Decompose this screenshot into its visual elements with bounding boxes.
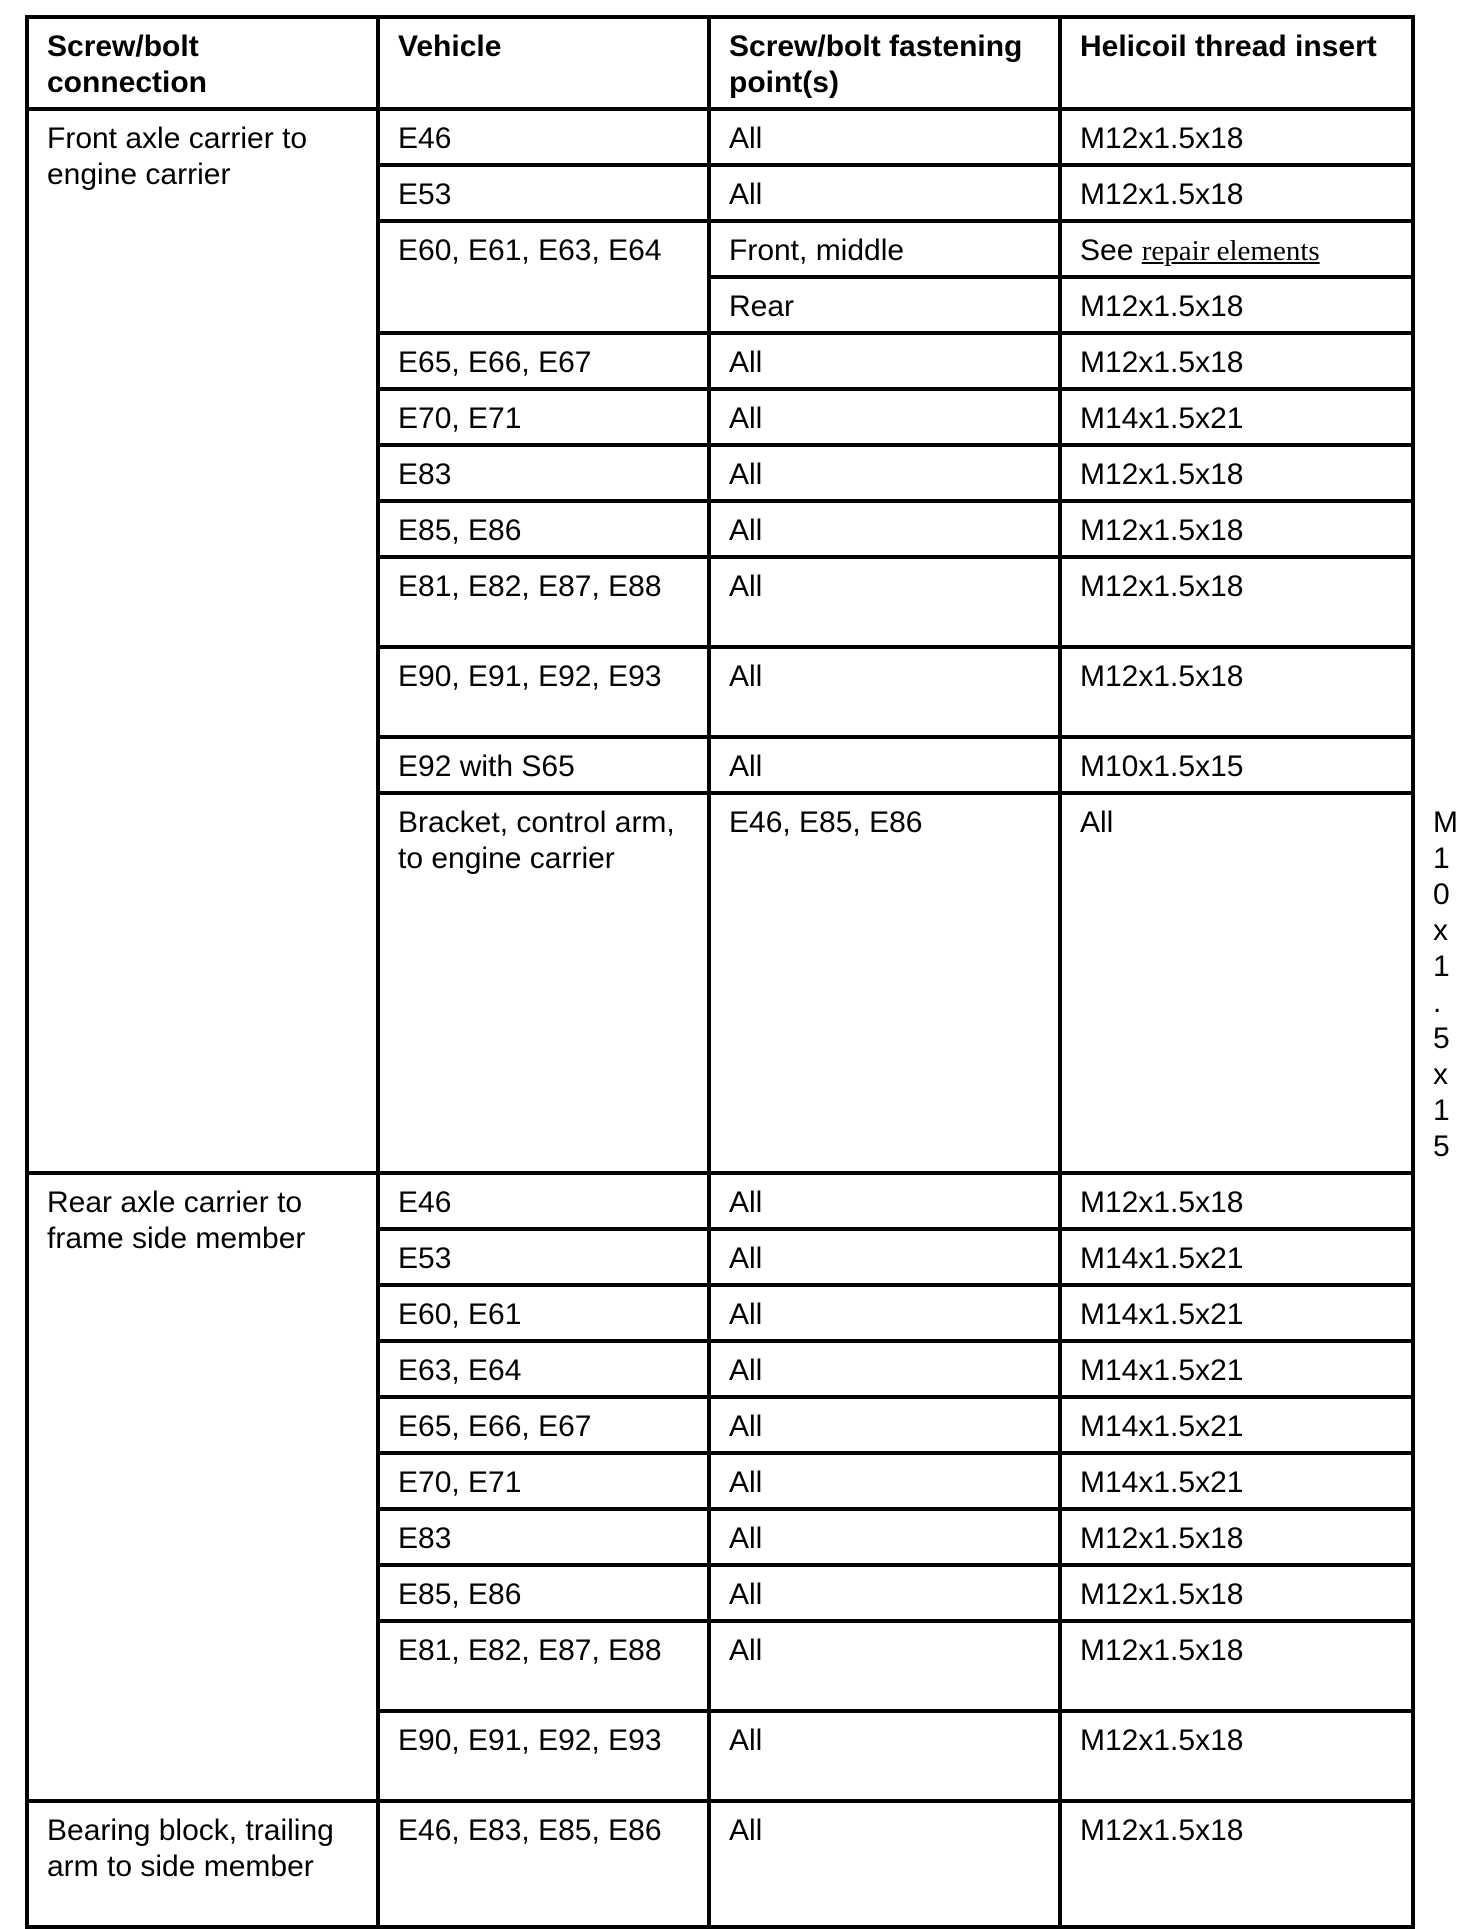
insert-cell: M12x1.5x18: [1060, 557, 1413, 647]
vehicle-cell: E53: [378, 165, 709, 221]
fastening-cell: All: [709, 737, 1060, 793]
vehicle-cell: E85, E86: [378, 1565, 709, 1621]
fastening-cell: All: [709, 647, 1060, 737]
fastening-cell: All: [709, 1565, 1060, 1621]
insert-cell: M12x1.5x18: [1060, 647, 1413, 737]
connection-bracket: Bracket, control arm, to engine carrier: [378, 793, 709, 1173]
insert-cell: M12x1.5x18: [1060, 1565, 1413, 1621]
vehicle-cell: E60, E61, E63, E64: [378, 221, 709, 333]
fastening-cell: All: [709, 1621, 1060, 1711]
vehicle-cell: E65, E66, E67: [378, 1397, 709, 1453]
vehicle-cell: E46: [378, 109, 709, 165]
see-prefix: See: [1080, 234, 1134, 267]
vehicle-cell: E70, E71: [378, 1453, 709, 1509]
vehicle-cell: E85, E86: [378, 501, 709, 557]
fastening-cell: All: [709, 1229, 1060, 1285]
vehicle-cell: E83: [378, 1509, 709, 1565]
fastening-cell: All: [709, 1711, 1060, 1801]
vehicle-cell: E92 with S65: [378, 737, 709, 793]
header-vehicle: Vehicle: [378, 17, 709, 109]
document: [25, 15, 1458, 1929]
insert-cell: M12x1.5x18: [1060, 333, 1413, 389]
header-fastening: Screw/bolt fastening point(s): [709, 17, 1060, 109]
fastening-cell: All: [709, 1453, 1060, 1509]
insert-cell: M12x1.5x18: [1060, 109, 1413, 165]
vehicle-cell: E63, E64: [378, 1341, 709, 1397]
vehicle-cell: E81, E82, E87, E88: [378, 557, 709, 647]
insert-cell: M14x1.5x21: [1060, 1229, 1413, 1285]
vehicle-cell: E46, E83, E85, E86: [378, 1801, 709, 1927]
fastening-cell: All: [709, 501, 1060, 557]
vehicle-cell: E90, E91, E92, E93: [378, 1711, 709, 1801]
insert-cell: M12x1.5x18: [1060, 1621, 1413, 1711]
table-row: [27, 109, 1413, 165]
insert-cell: M12x1.5x18: [1060, 1711, 1413, 1801]
fastening-cell: All: [709, 1801, 1060, 1927]
vehicle-cell: E70, E71: [378, 389, 709, 445]
fastening-cell: All: [1060, 793, 1413, 1173]
vehicle-cell: E83: [378, 445, 709, 501]
insert-cell: M14x1.5x21: [1060, 1341, 1413, 1397]
connection-bearing-block: Bearing block, trailing arm to side member: [27, 1801, 378, 1927]
fastening-cell: All: [709, 445, 1060, 501]
insert-cell: M14x1.5x21: [1060, 389, 1413, 445]
fastening-cell: All: [709, 1509, 1060, 1565]
connection-front-axle: Front axle carrier to engine carrier: [27, 109, 378, 1173]
header-connection: Screw/bolt connection: [27, 17, 378, 109]
insert-cell: M12x1.5x18: [1060, 1173, 1413, 1229]
fastening-cell: Front, middle: [709, 221, 1060, 277]
insert-cell: M12x1.5x18: [1060, 1509, 1413, 1565]
fastening-cell: All: [709, 1173, 1060, 1229]
insert-cell: M12x1.5x18: [1060, 501, 1413, 557]
fastening-cell: Rear: [709, 277, 1060, 333]
vehicle-cell: E81, E82, E87, E88: [378, 1621, 709, 1711]
fastening-cell: All: [709, 1285, 1060, 1341]
insert-cell: M12x1.5x18: [1060, 165, 1413, 221]
fastening-cell: All: [709, 557, 1060, 647]
fastening-cell: All: [709, 165, 1060, 221]
vehicle-cell: E60, E61: [378, 1285, 709, 1341]
insert-cell: M14x1.5x21: [1060, 1285, 1413, 1341]
vehicle-cell: E46: [378, 1173, 709, 1229]
insert-cell: [1060, 221, 1413, 277]
insert-cell: M12x1.5x18: [1060, 445, 1413, 501]
fastening-cell: All: [709, 1341, 1060, 1397]
insert-cell: M12x1.5x18: [1060, 1801, 1413, 1927]
fastening-cell: All: [709, 333, 1060, 389]
insert-cell: M10x1.5x15: [1060, 737, 1413, 793]
header-row: [27, 17, 1413, 109]
insert-cell: M14x1.5x21: [1060, 1453, 1413, 1509]
repair-elements-link[interactable]: repair elements: [1141, 235, 1320, 267]
helicoil-table: [25, 15, 1458, 1929]
vehicle-cell: E46, E85, E86: [709, 793, 1060, 1173]
fastening-cell: All: [709, 109, 1060, 165]
insert-cell: M14x1.5x21: [1060, 1397, 1413, 1453]
vehicle-cell: E53: [378, 1229, 709, 1285]
fastening-cell: All: [709, 389, 1060, 445]
header-insert: Helicoil thread insert: [1060, 17, 1413, 109]
table-row: Bracket, control arm, to engine carrier E46, E85, E86 All M10x1.5x15: [27, 793, 1413, 1173]
vehicle-cell: E65, E66, E67: [378, 333, 709, 389]
table-row: [27, 1173, 1413, 1229]
insert-cell: M12x1.5x18: [1060, 277, 1413, 333]
vehicle-cell: E90, E91, E92, E93: [378, 647, 709, 737]
connection-rear-axle: Rear axle carrier to frame side member: [27, 1173, 378, 1801]
table-row: [27, 1801, 1413, 1927]
fastening-cell: All: [709, 1397, 1060, 1453]
